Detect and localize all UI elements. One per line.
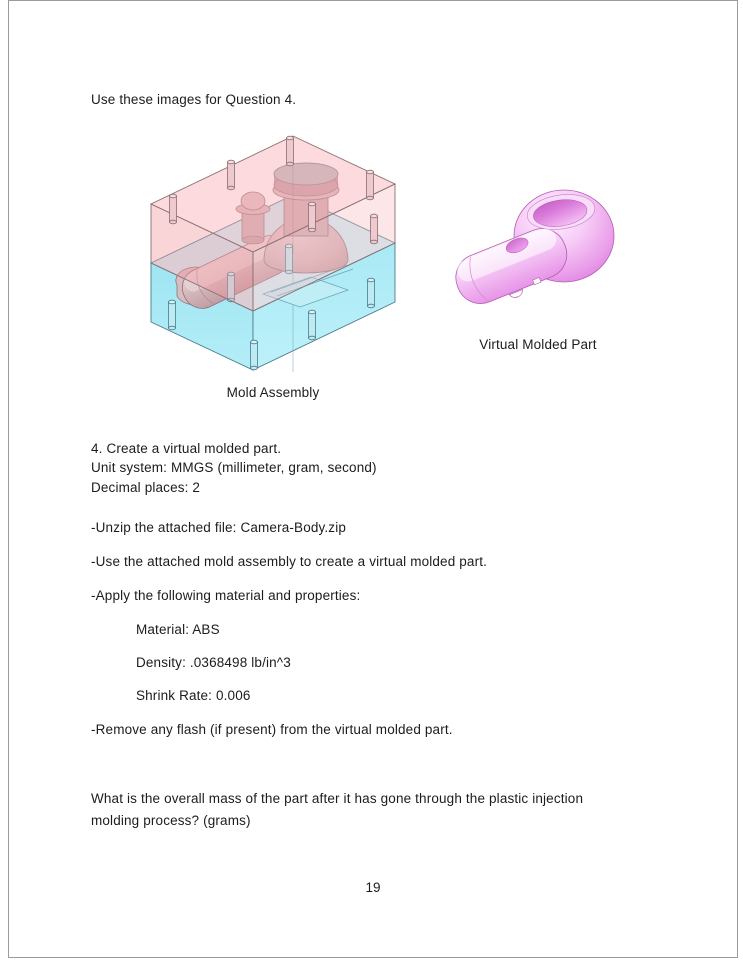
property-density: Density: .0368498 lb/in^3: [136, 655, 291, 670]
step-apply-material: -Apply the following material and properties:: [91, 588, 361, 603]
virtual-molded-part-caption: Virtual Molded Part: [479, 337, 597, 352]
page-number: 19: [365, 880, 381, 895]
question-title: 4. Create a virtual molded part.: [91, 441, 282, 456]
step-unzip: -Unzip the attached file: Camera-Body.zip: [91, 520, 347, 535]
remove-flash-line: -Remove any flash (if present) from the virtual molded part.: [91, 722, 453, 737]
final-question-line2: molding process? (grams): [91, 813, 251, 828]
final-question-line1: What is the overall mass of the part after it has gone through the plastic injection: [91, 791, 584, 806]
unit-system-line: Unit system: MMGS (millimeter, gram, second): [91, 460, 377, 475]
mold-assembly-caption: Mold Assembly: [226, 385, 320, 400]
virtual-molded-part-figure: [449, 179, 621, 309]
property-shrink-rate: Shrink Rate: 0.006: [136, 688, 251, 703]
page-border: [8, 0, 738, 958]
intro-text: Use these images for Question 4.: [91, 92, 297, 107]
mold-assembly-figure: [143, 132, 403, 378]
step-use-mold: -Use the attached mold assembly to create a virtual molded part.: [91, 554, 488, 569]
decimal-places-line: Decimal places: 2: [91, 480, 201, 495]
property-material: Material: ABS: [136, 622, 220, 637]
